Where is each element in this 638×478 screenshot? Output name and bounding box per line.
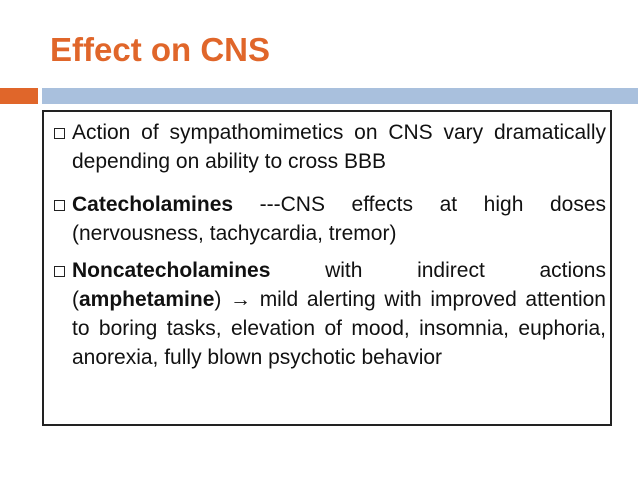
title-rule-orange — [0, 88, 38, 104]
bullet-bold-term: Noncatecholamines — [72, 259, 271, 282]
bullet-text: with indirect actions ( — [72, 259, 606, 311]
bullet-square-icon — [54, 200, 65, 211]
bullet-text-2: ) → mild alerting with improved attention to boring tasks, elevation of mood, insomnia, euphoria, anorexia, fully blown psychotic behavior — [72, 288, 606, 369]
bullet-bold-term-2: amphetamine — [79, 288, 215, 311]
bullet-square-icon — [54, 128, 65, 139]
content-box — [42, 110, 612, 426]
bullet-text: Action of sympathomimetics on CNS vary dramatically depending on ability to cross BBB — [72, 121, 606, 173]
bullet-item-3 — [72, 256, 606, 372]
bullet-bold-term: Catecholamines — [72, 193, 234, 216]
bullet-item-1 — [72, 118, 606, 176]
bullet-item-2 — [72, 190, 606, 248]
title-rule-blue — [42, 88, 638, 104]
bullet-text: ---CNS effects at high doses (nervousness, tachycardia, tremor) — [72, 193, 606, 245]
slide-title: Effect on CNS — [50, 31, 271, 68]
bullet-square-icon — [54, 266, 65, 277]
